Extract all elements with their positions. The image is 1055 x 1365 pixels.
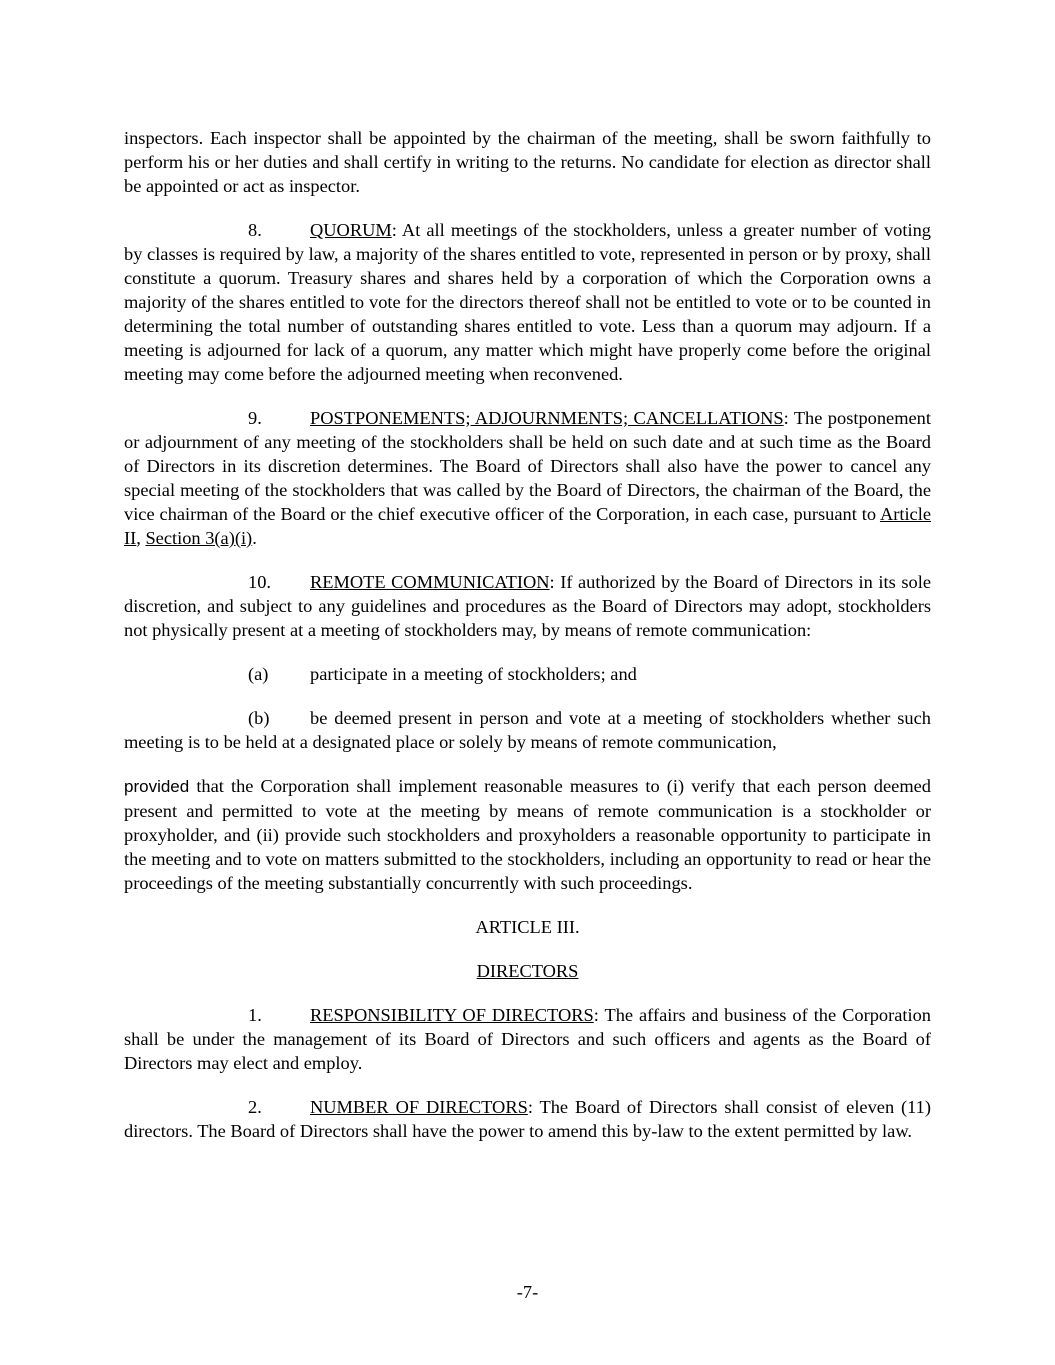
cross-reference-section: Section 3(a)(i) (145, 528, 253, 548)
section-8-quorum (124, 218, 931, 386)
proviso-text: that the Corporation shall implement reasonable measures to (i) verify that each person deemed present and permitted to vote at the meeting by means of remote communication is a stockholder or proxyholder, and (ii) provide such stockholders and proxyholders a reasonable opportunity to participate in the meeting and to vote on matters submitted to the stockholders, including an opportunity to read or hear the proceedings of the meeting substantially concurrently with such proceedings. (124, 776, 931, 893)
section-text: : If authorized by the Board of Directors in its sole discretion, and subject to any guidelines and procedures as the Board of Directors may adopt, stockholders not physically present at a meeting of stockholders may, by means of remote communication: (124, 572, 931, 640)
section-heading: POSTPONEMENTS; ADJOURNMENTS; CANCELLATIONS (310, 408, 784, 428)
section-number: 2. (248, 1097, 262, 1117)
section-number: 10. (248, 572, 271, 592)
page-number: -7- (516, 1282, 539, 1302)
document-page (124, 126, 931, 1163)
section-end: . (252, 528, 257, 548)
section-text: : The affairs and business of the Corporation shall be under the management of its Board of Directors and such officers and agents as the Board of Directors may elect and employ. (124, 1005, 931, 1073)
list-text: be deemed present in person and vote at a meeting of stockholders whether such meeting is to be held at a designated place or solely by means of remote communication, (124, 708, 931, 752)
article-title: ARTICLE III. (475, 917, 580, 937)
section-10-remote-communication (124, 570, 931, 642)
section-heading: REMOTE COMMUNICATION (310, 572, 550, 592)
list-label: (a) (248, 664, 269, 684)
article-section-1 (124, 1003, 931, 1075)
section-heading: NUMBER OF DIRECTORS (310, 1097, 528, 1117)
section-text: : The Board of Directors shall consist of eleven (11) directors. The Board of Directors shall have the power to amend this by-law to the extent permitted by law. (124, 1097, 931, 1141)
list-item-a (124, 662, 931, 686)
intro-paragraph: inspectors. Each inspector shall be appointed by the chairman of the meeting, shall be sworn faithfully to perform his or her duties and shall certify in writing to the returns. No candidate for election as director shall be appointed or act as inspector. (124, 128, 931, 196)
section-text: : At all meetings of the stockholders, unless a greater number of voting by classes is required by law, a majority of the shares entitled to vote, represented in person or by proxy, shall constitute a quorum. Treasury shares and shares held by a corporation of which the Corporation owns a majority of the shares entitled to vote for the directors thereof shall not be entitled to vote or to be counted in determining the total number of outstanding shares entitled to vote. Less than a quorum may adjourn. If a meeting is adjourned for lack of a quorum, any matter which might have properly come before the original meeting may come before the adjourned meeting when reconvened. (124, 220, 931, 384)
article-subtitle-text: DIRECTORS (476, 961, 579, 981)
section-number: 8. (248, 220, 262, 240)
proviso-paragraph (124, 774, 931, 895)
article-subtitle (124, 959, 931, 983)
section-heading: RESPONSIBILITY OF DIRECTORS (310, 1005, 594, 1025)
section-text: : The postponement or adjournment of any meeting of the stockholders shall be held on such date and at such time as the Board of Directors in its discretion determines. The Board of Directors shall also have the power to cancel any special meeting of the stockholders that was called by the Board of Directors, the chairman of the Board, the vice chairman of the Board or the chief executive officer of the Corporation, in each case, pursuant to (124, 408, 931, 524)
section-number: 1. (248, 1005, 262, 1025)
cross-reference-article: Article II (124, 504, 931, 548)
list-label: (b) (248, 708, 270, 728)
section-number: 9. (248, 408, 262, 428)
proviso-word: provided (124, 777, 190, 796)
list-item-b (124, 706, 931, 754)
section-9-postponements (124, 406, 931, 550)
article-section-2 (124, 1095, 931, 1143)
section-heading: QUORUM (310, 220, 392, 240)
reference-separator: , (136, 528, 146, 548)
list-text: participate in a meeting of stockholders; and (310, 664, 637, 684)
